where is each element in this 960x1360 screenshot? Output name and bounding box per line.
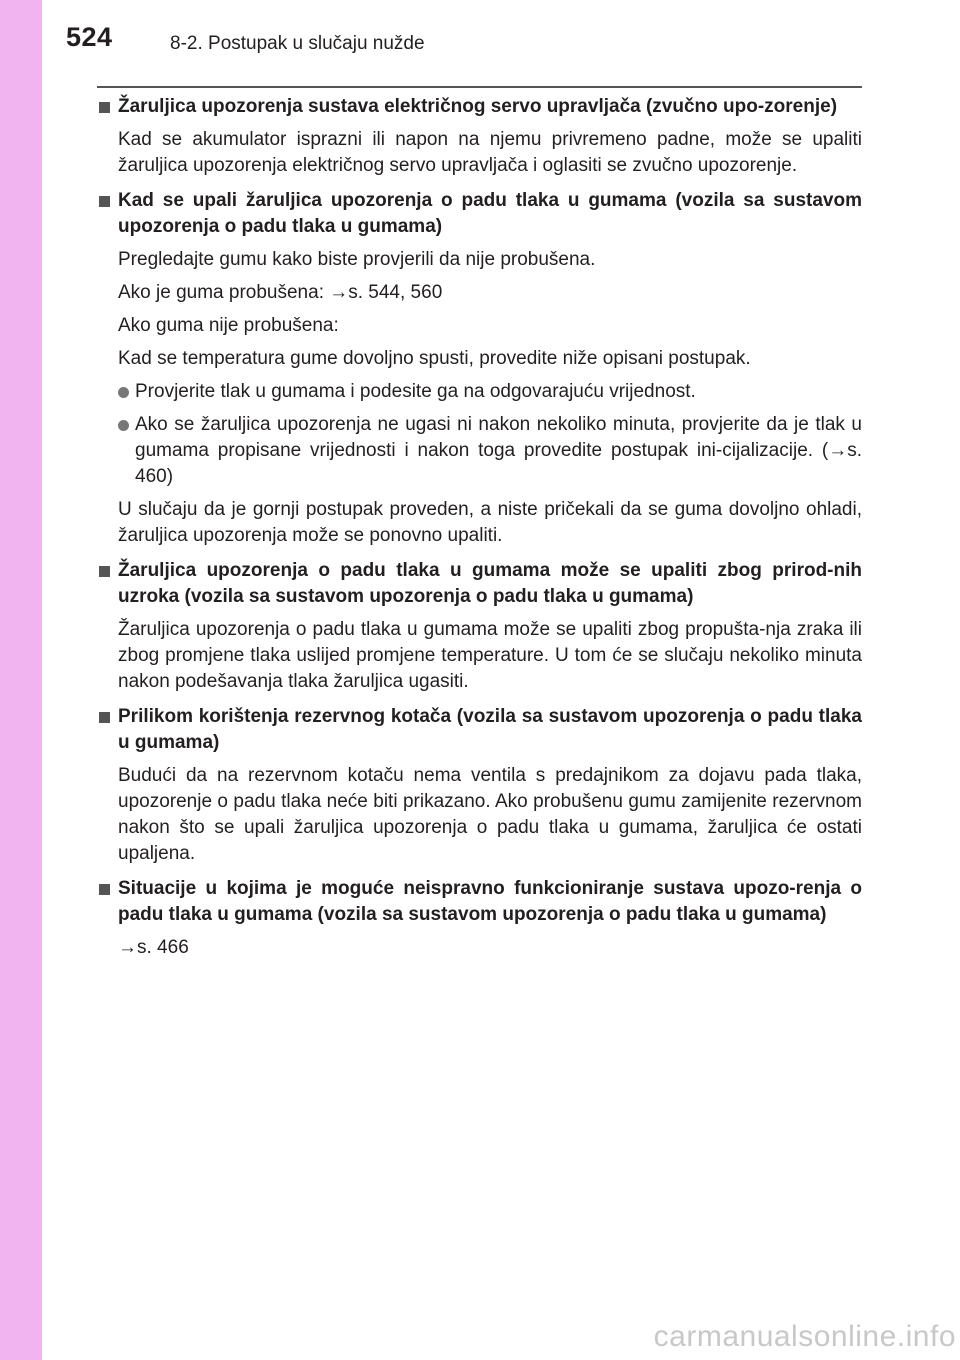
section-heading: Prilikom korištenja rezervnog kotača (vozila sa sustavom upozorenja o padu tlaka u gumama) [98, 704, 862, 756]
section-heading: Kad se upali žaruljica upozorenja o padu tlaka u gumama (vozila sa sustavom upozorenja o padu tlaka u gumama) [98, 188, 862, 240]
square-bullet-icon [99, 712, 110, 723]
paragraph: Pregledajte gumu kako biste provjerili da nije probušena. [118, 249, 596, 270]
section-heading: Žaruljica upozorenja o padu tlaka u gumama može se upaliti zbog prirod-nih uzroka (vozila sa sustavom upozorenja o padu tlaka u gumama) [98, 558, 862, 610]
section-power-steering-warning [98, 94, 862, 179]
paragraph: U slučaju da je gornji postupak proveden, a niste pričekali da se guma dovoljno ohladi, žaruljica upozorenja može se ponovno upaliti. [118, 499, 862, 546]
page-content [98, 94, 862, 961]
section-tire-pressure-light-on [98, 188, 862, 549]
square-bullet-icon [99, 196, 110, 207]
square-bullet-icon [99, 566, 110, 577]
page-number: 524 [66, 22, 113, 52]
section-heading: Situacije u kojima je moguće neispravno funkcioniranje sustava upozo-renja o padu tlaka u gumama (vozila sa sustavom upozorenja o padu tlaka u gumama) [98, 876, 862, 928]
section-heading: Žaruljica upozorenja sustava električnog servo upravljača (zvučno upo-zorenje) [98, 94, 862, 120]
chapter-title: 8-2. Postupak u slučaju nužde [170, 33, 425, 54]
square-bullet-icon [99, 884, 110, 895]
paragraph: Žaruljica upozorenja o padu tlaka u gumama može se upaliti zbog propušta-nja zraka ili zbog promjene tlaka uslijed promjene temperature. U tom će se slučaju nekoliko minuta nakon podešavanja tlaka žaruljica ugasiti. [118, 619, 862, 692]
section-natural-causes [98, 558, 862, 695]
paragraph: Kad se akumulator isprazni ili napon na njemu privremeno padne, može se upaliti žaruljica upozorenja električnog servo upravljača i oglasiti se zvučno upozorenje. [118, 129, 862, 176]
section-malfunction-situations [98, 876, 862, 961]
paragraph: Budući da na rezervnom kotaču nema ventila s predajnikom za dojavu pada tlaka, upozorenje o padu tlaka neće biti prikazano. Ako probušenu gumu zamijenite rezervnom nakon što se upali žaruljica upozorenja o padu tlaka u gumama, žaruljica će ostati upaljena. [118, 765, 862, 864]
round-bullet-icon [118, 387, 129, 398]
square-bullet-icon [99, 102, 110, 113]
page-reference-link[interactable]: →s. 466 [118, 937, 189, 958]
paragraph: Kad se temperatura gume dovoljno spusti, provedite niže opisani postupak. [118, 348, 751, 369]
watermark: carmanualsonline.info [653, 1320, 956, 1353]
header-rule [97, 86, 862, 88]
paragraph: Ako guma nije probušena: [118, 315, 339, 336]
list-item: Provjerite tlak u gumama i podesite ga na odgovarajuću vrijednost. [98, 379, 862, 405]
chapter-side-tab [0, 0, 42, 1360]
section-spare-wheel [98, 704, 862, 867]
round-bullet-icon [118, 420, 129, 431]
paragraph: Ako je guma probušena: →s. 544, 560 [118, 282, 443, 303]
list-item: Ako se žaruljica upozorenja ne ugasi ni nakon nekoliko minuta, provjerite da je tlak u gumama propisane vrijednosti i nakon toga provedite postupak ini-cijalizacije. (→s. 460) [98, 412, 862, 490]
